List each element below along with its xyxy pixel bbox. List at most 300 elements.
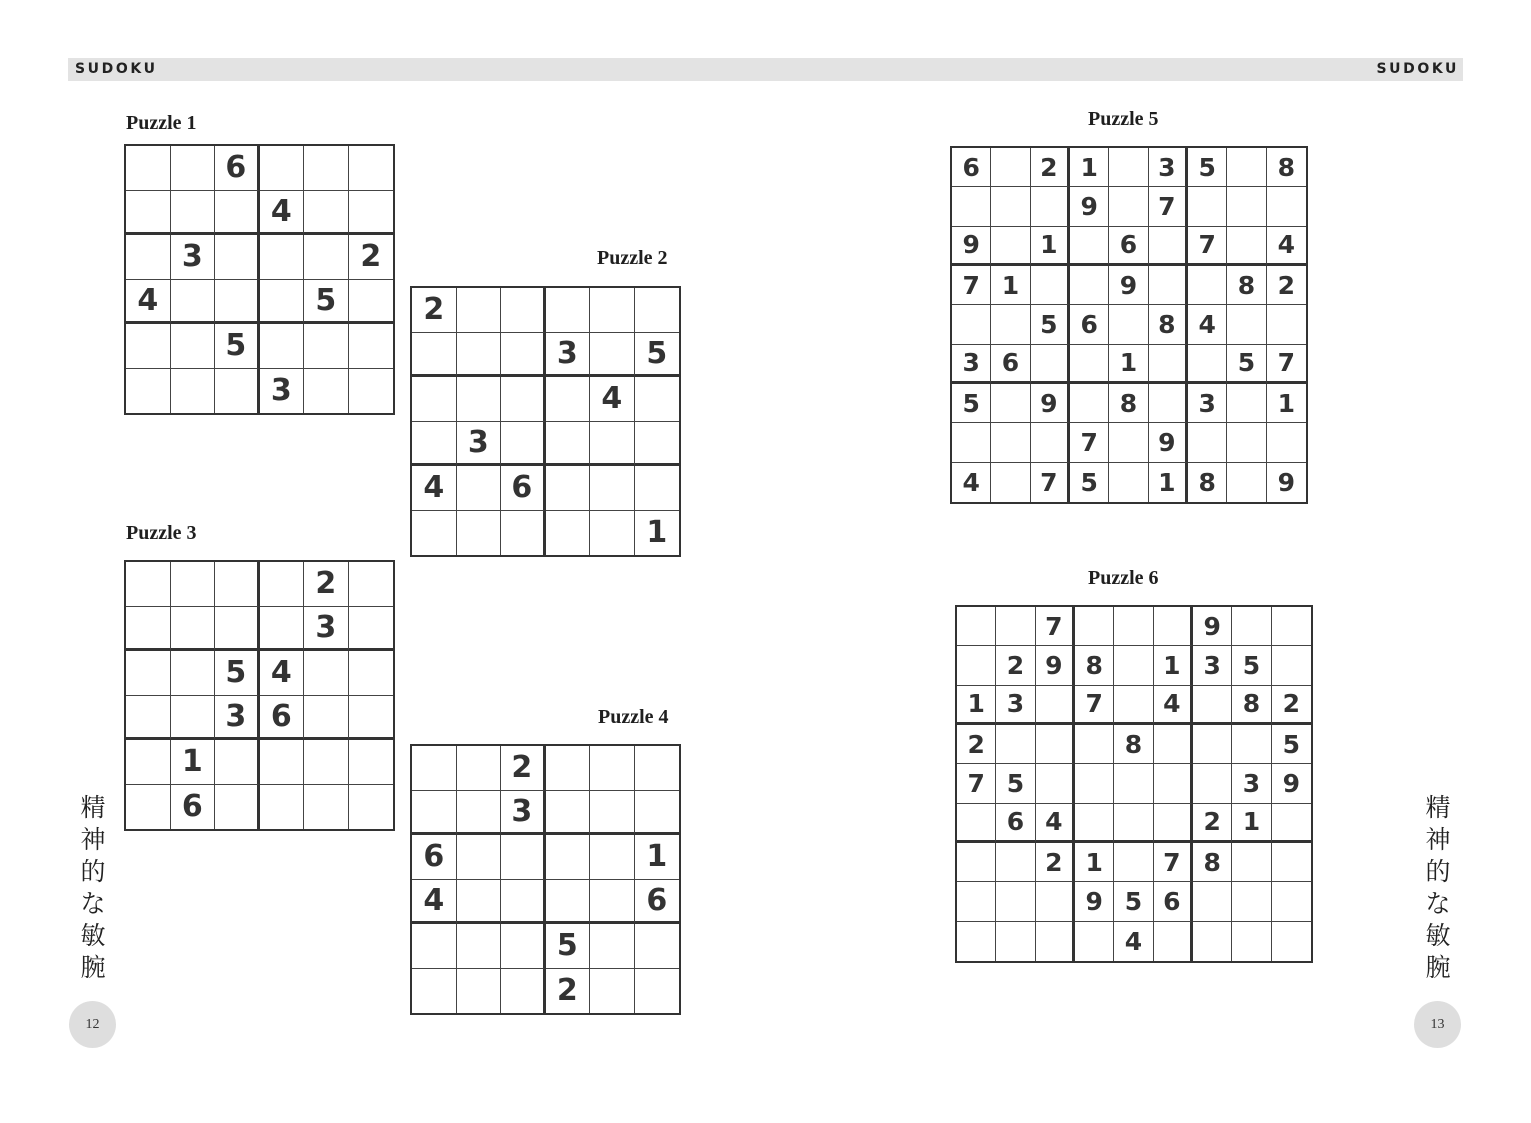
sudoku-cell: 7 (957, 764, 996, 803)
sudoku-cell (991, 187, 1030, 226)
puzzle-4-grid (410, 744, 681, 1015)
sudoku-cell (1036, 686, 1075, 725)
sudoku-cell: 9 (1070, 187, 1109, 226)
sudoku-cell (126, 696, 171, 741)
sudoku-cell: 3 (457, 422, 502, 467)
sudoku-cell (1109, 305, 1148, 344)
sudoku-cell (952, 187, 991, 226)
sudoku-cell: 1 (1075, 843, 1114, 882)
sudoku-cell (457, 466, 502, 511)
sudoku-cell: 7 (1149, 187, 1188, 226)
sudoku-cell (952, 305, 991, 344)
puzzle-3-title: Puzzle 3 (126, 522, 197, 544)
sudoku-cell (304, 651, 349, 696)
sudoku-cell (501, 969, 546, 1014)
sudoku-cell: 6 (215, 146, 260, 191)
puzzle-6-grid (955, 605, 1313, 963)
sudoku-cell: 3 (171, 235, 216, 280)
sudoku-cell (501, 924, 546, 969)
sudoku-cell: 6 (501, 466, 546, 511)
sudoku-cell (1075, 922, 1114, 961)
sudoku-cell (1272, 882, 1311, 921)
sudoku-cell: 9 (1075, 882, 1114, 921)
sudoku-cell: 1 (1070, 148, 1109, 187)
sudoku-cell: 9 (952, 227, 991, 266)
sudoku-cell: 8 (1232, 686, 1271, 725)
sudoku-cell (1031, 345, 1070, 384)
sudoku-cell (1149, 227, 1188, 266)
sudoku-cell (349, 785, 394, 830)
sudoku-cell (1272, 922, 1311, 961)
sudoku-cell (1227, 305, 1266, 344)
puzzle-5-grid (950, 146, 1308, 504)
sudoku-cell: 5 (1188, 148, 1227, 187)
sudoku-cell (1188, 423, 1227, 462)
sudoku-cell: 4 (260, 651, 305, 696)
sudoku-cell (126, 562, 171, 607)
side-text-left: 精 神 的 な 敏 腕 (80, 793, 106, 982)
sudoku-cell (457, 333, 502, 378)
sudoku-cell (457, 288, 502, 333)
sudoku-cell (635, 924, 680, 969)
sudoku-cell (412, 746, 457, 791)
sudoku-cell (457, 377, 502, 422)
sudoku-cell: 3 (304, 607, 349, 652)
sudoku-cell (215, 280, 260, 325)
sudoku-cell (1036, 882, 1075, 921)
sudoku-cell (126, 651, 171, 696)
sudoku-cell: 5 (635, 333, 680, 378)
sudoku-cell (1193, 686, 1232, 725)
sudoku-cell: 4 (1267, 227, 1306, 266)
sudoku-cell (412, 333, 457, 378)
sudoku-cell: 7 (1188, 227, 1227, 266)
puzzle-2-title: Puzzle 2 (597, 247, 668, 269)
sudoku-cell (991, 227, 1030, 266)
sudoku-cell (1036, 764, 1075, 803)
sudoku-cell (635, 377, 680, 422)
sudoku-cell: 1 (646, 515, 668, 551)
sudoku-cell (546, 746, 591, 791)
sudoku-cell (1227, 227, 1266, 266)
sudoku-cell: 7 (1036, 607, 1075, 646)
sudoku-cell (171, 607, 216, 652)
sudoku-cell: 2 (349, 235, 394, 280)
sudoku-cell (1149, 266, 1188, 305)
sudoku-cell (1227, 187, 1266, 226)
sudoku-cell: 2 (546, 969, 591, 1014)
sudoku-cell (590, 835, 635, 880)
sudoku-cell (1031, 266, 1070, 305)
sudoku-cell (171, 696, 216, 741)
sudoku-cell: 2 (957, 725, 996, 764)
sudoku-cell: 7 (1267, 345, 1306, 384)
sudoku-cell: 6 (996, 804, 1035, 843)
sudoku-cell (349, 562, 394, 607)
sudoku-cell (590, 333, 635, 378)
sudoku-cell: 6 (635, 880, 680, 925)
puzzle-1-title: Puzzle 1 (126, 112, 197, 134)
sudoku-cell: 9 (1036, 646, 1075, 685)
sudoku-cell (1109, 187, 1148, 226)
sudoku-cell (126, 785, 171, 830)
puzzle-3-grid (124, 560, 395, 831)
sudoku-cell (171, 191, 216, 236)
sudoku-cell: 1 (957, 686, 996, 725)
sudoku-cell: 6 (260, 696, 305, 741)
page-number-right: 13 (1414, 1001, 1461, 1048)
sudoku-cell: 3 (546, 333, 591, 378)
sudoku-cell (1267, 423, 1306, 462)
sudoku-cell: 7 (1075, 686, 1114, 725)
sudoku-cell (1109, 148, 1148, 187)
header-title-right: SUDOKU (1376, 61, 1459, 77)
sudoku-cell (957, 922, 996, 961)
sudoku-cell (501, 511, 546, 556)
sudoku-cell (635, 466, 680, 511)
sudoku-cell (957, 843, 996, 882)
sudoku-cell (635, 791, 680, 836)
puzzle-1-grid (124, 144, 395, 415)
sudoku-cell (304, 324, 349, 369)
sudoku-cell (171, 324, 216, 369)
sudoku-cell: 4 (1114, 922, 1153, 961)
sudoku-cell: 4 (412, 880, 457, 925)
sudoku-cell: 8 (1109, 384, 1148, 423)
sudoku-cell: 1 (635, 835, 680, 880)
sudoku-cell (957, 646, 996, 685)
sudoku-cell: 8 (1227, 266, 1266, 305)
sudoku-cell: 2 (501, 746, 546, 791)
sudoku-cell (1193, 882, 1232, 921)
sudoku-cell (1267, 305, 1306, 344)
sudoku-cell (635, 422, 680, 467)
sudoku-cell (996, 725, 1035, 764)
sudoku-cell (996, 607, 1035, 646)
sudoku-cell: 6 (1109, 227, 1148, 266)
sudoku-cell (1070, 384, 1109, 423)
puzzle-5-title: Puzzle 5 (1088, 108, 1159, 130)
sudoku-cell (171, 146, 216, 191)
sudoku-cell: 7 (1154, 843, 1193, 882)
sudoku-cell (1193, 764, 1232, 803)
sudoku-cell (1272, 646, 1311, 685)
sudoku-cell: 3 (952, 345, 991, 384)
sudoku-cell (1154, 725, 1193, 764)
sudoku-cell (1227, 148, 1266, 187)
sudoku-cell (304, 785, 349, 830)
sudoku-cell: 9 (1272, 764, 1311, 803)
sudoku-cell (260, 785, 305, 830)
sudoku-cell (349, 146, 394, 191)
sudoku-cell: 9 (1031, 384, 1070, 423)
sudoku-cell (412, 377, 457, 422)
sudoku-cell: 2 (1272, 686, 1311, 725)
sudoku-cell: 5 (215, 651, 260, 696)
sudoku-cell: 4 (590, 377, 635, 422)
sudoku-cell (1036, 725, 1075, 764)
sudoku-cell: 2 (996, 646, 1035, 685)
sudoku-cell: 4 (412, 466, 457, 511)
sudoku-cell: 9 (1193, 607, 1232, 646)
sudoku-cell (1154, 922, 1193, 961)
sudoku-cell (171, 369, 216, 414)
sudoku-cell (304, 191, 349, 236)
sudoku-cell (260, 607, 305, 652)
sudoku-cell (349, 740, 394, 785)
sudoku-cell: 5 (1114, 882, 1153, 921)
sudoku-cell: 6 (991, 345, 1030, 384)
sudoku-cell: 3 (996, 686, 1035, 725)
sudoku-cell (501, 333, 546, 378)
sudoku-cell: 5 (1227, 345, 1266, 384)
sudoku-cell (590, 466, 635, 511)
sudoku-cell: 1 (1109, 345, 1148, 384)
sudoku-cell: 4 (260, 191, 305, 236)
sudoku-cell (546, 288, 591, 333)
sudoku-cell: 1 (1154, 646, 1193, 685)
sudoku-cell: 1 (991, 266, 1030, 305)
sudoku-cell: 5 (1232, 646, 1271, 685)
sudoku-cell (349, 607, 394, 652)
sudoku-cell (171, 280, 216, 325)
sudoku-cell (349, 191, 394, 236)
sudoku-cell: 5 (1031, 305, 1070, 344)
sudoku-cell (590, 288, 635, 333)
sudoku-cell (457, 746, 502, 791)
sudoku-cell: 8 (1149, 305, 1188, 344)
sudoku-cell: 3 (1193, 646, 1232, 685)
sudoku-cell (1109, 463, 1148, 502)
sudoku-cell (412, 924, 457, 969)
sudoku-cell: 3 (215, 696, 260, 741)
sudoku-cell (1154, 804, 1193, 843)
sudoku-cell: 8 (1188, 463, 1227, 502)
sudoku-cell (1232, 843, 1271, 882)
sudoku-cell: 2 (1036, 843, 1075, 882)
sudoku-cell: 6 (171, 785, 216, 830)
sudoku-cell (1031, 423, 1070, 462)
sudoku-cell (349, 696, 394, 741)
sudoku-cell: 4 (1036, 804, 1075, 843)
sudoku-cell (304, 369, 349, 414)
sudoku-cell (996, 843, 1035, 882)
sudoku-cell: 6 (1070, 305, 1109, 344)
sudoku-cell (546, 791, 591, 836)
sudoku-cell (304, 235, 349, 280)
sudoku-cell (590, 422, 635, 467)
sudoku-cell (126, 740, 171, 785)
sudoku-cell: 2 (1193, 804, 1232, 843)
sudoku-cell (1227, 423, 1266, 462)
sudoku-cell (1070, 266, 1109, 305)
sudoku-cell (635, 288, 680, 333)
sudoku-cell (126, 235, 171, 280)
sudoku-cell (215, 562, 260, 607)
sudoku-cell (412, 422, 457, 467)
sudoku-cell (260, 235, 305, 280)
sudoku-cell (215, 740, 260, 785)
sudoku-cell: 2 (1031, 148, 1070, 187)
sudoku-cell: 5 (1070, 463, 1109, 502)
sudoku-cell (1232, 922, 1271, 961)
sudoku-cell: 9 (1109, 266, 1148, 305)
sudoku-cell (1232, 725, 1271, 764)
sudoku-cell: 8 (1193, 843, 1232, 882)
sudoku-cell (1272, 607, 1311, 646)
puzzle-4-title: Puzzle 4 (598, 706, 669, 728)
sudoku-cell (1114, 843, 1153, 882)
sudoku-cell (996, 922, 1035, 961)
sudoku-cell (996, 882, 1035, 921)
sudoku-cell: 4 (126, 280, 171, 325)
side-text-right: 精 神 的 な 敏 腕 (1425, 793, 1451, 982)
sudoku-cell: 5 (215, 324, 260, 369)
sudoku-cell (215, 369, 260, 414)
header-title-left: SUDOKU (75, 61, 158, 77)
sudoku-cell (260, 324, 305, 369)
sudoku-cell (1114, 646, 1153, 685)
sudoku-cell (1075, 607, 1114, 646)
sudoku-cell (412, 969, 457, 1014)
sudoku-cell (457, 511, 502, 556)
sudoku-cell (1075, 764, 1114, 803)
sudoku-cell: 6 (1154, 882, 1193, 921)
sudoku-cell: 5 (996, 764, 1035, 803)
sudoku-cell: 9 (1149, 423, 1188, 462)
sudoku-cell (349, 324, 394, 369)
sudoku-cell (1075, 725, 1114, 764)
sudoku-cell: 2 (1267, 266, 1306, 305)
sudoku-cell (1031, 187, 1070, 226)
sudoku-cell (546, 377, 591, 422)
sudoku-cell (991, 423, 1030, 462)
sudoku-cell (304, 696, 349, 741)
header-bar (68, 58, 1463, 81)
sudoku-cell: 1 (1149, 463, 1188, 502)
page-number-left: 12 (69, 1001, 116, 1048)
sudoku-cell (1075, 804, 1114, 843)
sudoku-cell (501, 377, 546, 422)
sudoku-cell (171, 651, 216, 696)
sudoku-cell: 3 (501, 791, 546, 836)
sudoku-cell (1114, 686, 1153, 725)
sudoku-cell: 3 (1149, 148, 1188, 187)
sudoku-cell (1114, 764, 1153, 803)
sudoku-cell (260, 280, 305, 325)
sudoku-cell (1267, 187, 1306, 226)
sudoku-cell: 5 (304, 280, 349, 325)
sudoku-cell (590, 924, 635, 969)
sudoku-cell (1227, 384, 1266, 423)
sudoku-cell (590, 969, 635, 1014)
sudoku-cell (501, 288, 546, 333)
sudoku-cell (1188, 266, 1227, 305)
sudoku-cell (1232, 607, 1271, 646)
sudoku-cell: 6 (412, 835, 457, 880)
sudoku-cell (546, 880, 591, 925)
sudoku-cell: 1 (1267, 384, 1306, 423)
sudoku-cell (412, 511, 457, 556)
sudoku-cell: 3 (1188, 384, 1227, 423)
sudoku-cell (1154, 607, 1193, 646)
sudoku-cell (635, 746, 680, 791)
sudoku-cell (126, 191, 171, 236)
sudoku-cell (1109, 423, 1148, 462)
sudoku-cell: 1 (1232, 804, 1271, 843)
sudoku-cell (590, 880, 635, 925)
sudoku-cell (260, 740, 305, 785)
sudoku-cell (991, 463, 1030, 502)
sudoku-cell (349, 280, 394, 325)
sudoku-cell: 5 (952, 384, 991, 423)
sudoku-cell (957, 882, 996, 921)
sudoku-cell: 9 (1277, 467, 1296, 497)
sudoku-cell: 1 (1031, 227, 1070, 266)
sudoku-cell (1149, 345, 1188, 384)
sudoku-cell (126, 369, 171, 414)
sudoku-cell (546, 835, 591, 880)
sudoku-cell (126, 324, 171, 369)
sudoku-cell (304, 146, 349, 191)
sudoku-cell: 8 (1075, 646, 1114, 685)
sudoku-cell: 2 (304, 562, 349, 607)
sudoku-cell (991, 384, 1030, 423)
sudoku-cell (501, 835, 546, 880)
sudoku-cell (1036, 922, 1075, 961)
sudoku-cell (1070, 227, 1109, 266)
sudoku-cell (957, 607, 996, 646)
sudoku-cell (260, 146, 305, 191)
sudoku-cell (1193, 922, 1232, 961)
sudoku-cell (1114, 804, 1153, 843)
sudoku-cell (1070, 345, 1109, 384)
sudoku-cell: 8 (1267, 148, 1306, 187)
sudoku-cell (1154, 764, 1193, 803)
sudoku-cell (126, 607, 171, 652)
sudoku-cell (215, 235, 260, 280)
sudoku-cell (501, 880, 546, 925)
sudoku-cell (412, 791, 457, 836)
sudoku-cell: 5 (1272, 725, 1311, 764)
sudoku-cell (590, 791, 635, 836)
sudoku-cell (126, 146, 171, 191)
sudoku-cell: 3 (260, 369, 305, 414)
sudoku-cell: 6 (952, 148, 991, 187)
sudoku-cell (215, 607, 260, 652)
sudoku-cell (1114, 607, 1153, 646)
sudoku-cell (457, 924, 502, 969)
sudoku-cell: 5 (546, 924, 591, 969)
sudoku-cell (457, 835, 502, 880)
sudoku-cell (1193, 725, 1232, 764)
sudoku-cell (457, 791, 502, 836)
sudoku-cell (1149, 384, 1188, 423)
sudoku-cell: 2 (412, 288, 457, 333)
sudoku-cell: 3 (1232, 764, 1271, 803)
sudoku-cell: 1 (171, 740, 216, 785)
sudoku-cell (457, 969, 502, 1014)
sudoku-cell (1188, 187, 1227, 226)
sudoku-cell (349, 651, 394, 696)
puzzle-6-title: Puzzle 6 (1088, 567, 1159, 589)
sudoku-cell: 8 (1114, 725, 1153, 764)
sudoku-cell (590, 511, 635, 556)
sudoku-cell (957, 804, 996, 843)
sudoku-cell (501, 422, 546, 467)
sudoku-cell (215, 191, 260, 236)
sudoku-cell (1232, 882, 1271, 921)
